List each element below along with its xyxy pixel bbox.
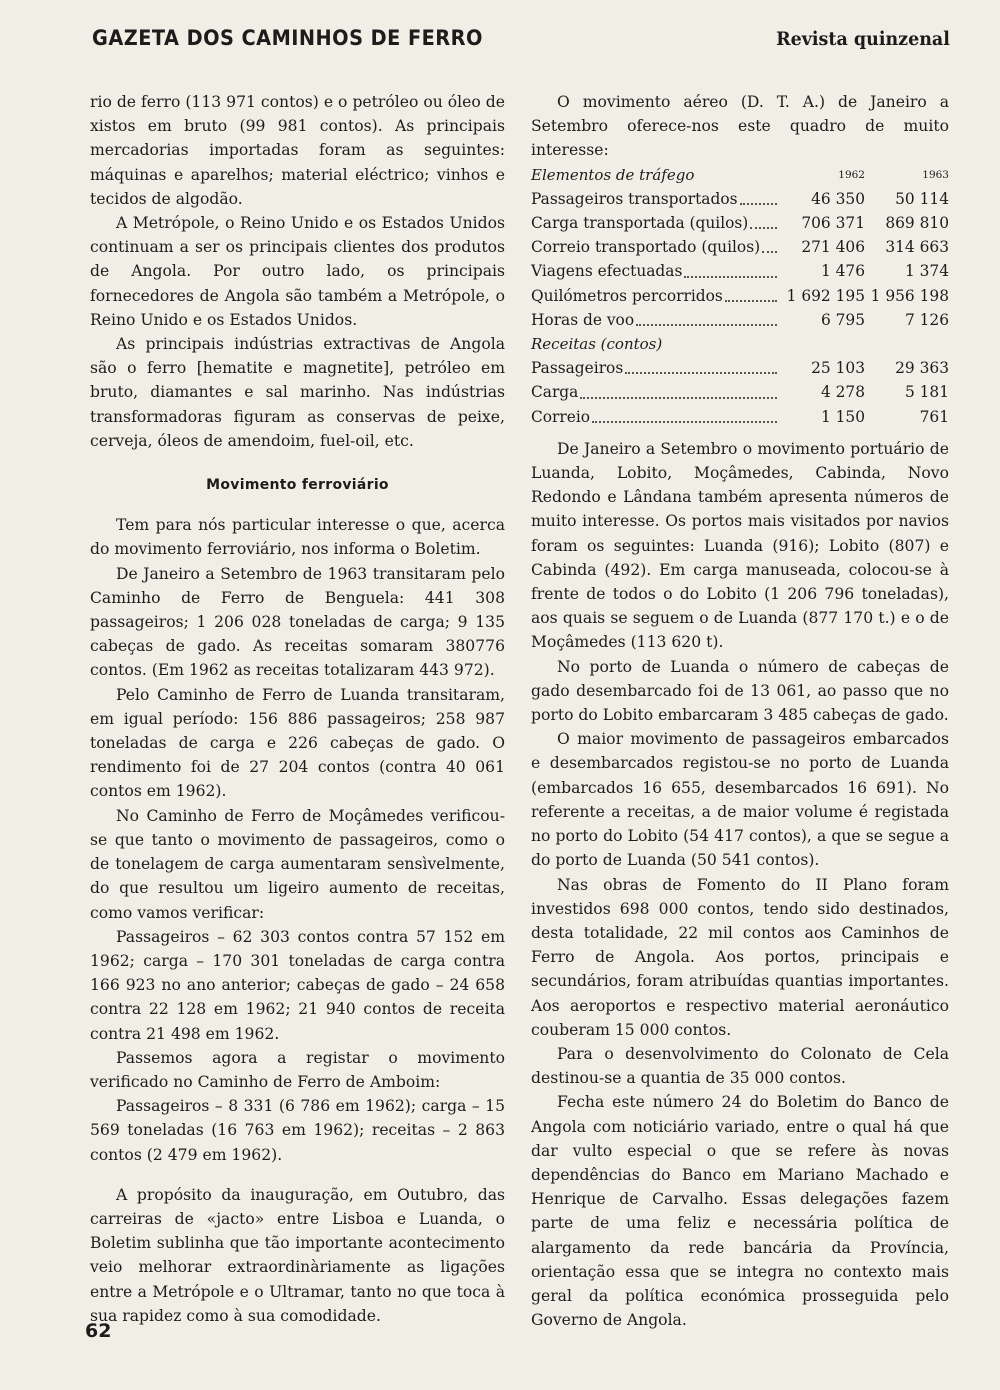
year-1963-header: 1963 [922, 168, 949, 181]
table-row [531, 356, 949, 380]
value-1963: 50 114 [895, 189, 949, 208]
journal-subtitle: Revista quinzenal [776, 28, 950, 50]
row-label: Quilómetros percorridos [531, 286, 723, 305]
paragraph: Passemos agora a registar o movimento verificado no Caminho de Ferro de Amboim: [90, 1048, 505, 1091]
row-label: Passageiros [531, 359, 624, 378]
page-number: 62 [85, 1320, 112, 1342]
left-column [90, 90, 505, 1328]
paragraph: No porto de Luanda o número de cabeças de gado desembarcado foi de 13 061, ao passo que no porto do Lobito embarcaram 3 485 cabeças de gado. [531, 657, 949, 725]
value-1962: 1 150 [820, 407, 865, 426]
value-1962: 4 278 [820, 383, 865, 402]
value-1962: 1 476 [820, 262, 865, 281]
air-traffic-table [531, 163, 949, 429]
value-1963: 1 374 [904, 262, 949, 281]
value-1963: 761 [919, 407, 949, 426]
paragraph: As principais indústrias extractivas de Angola são o ferro [hematite e magnetite], petróleo em bruto, diamantes e sal marinho. Nas indústrias transformadoras figuram as conservas de peixe, cerveja, óleos de amendoim, fuel-oil, etc. [90, 335, 505, 450]
row-label: Correio [531, 407, 591, 426]
table-row [531, 211, 949, 235]
value-1963: 1 956 198 [870, 286, 949, 305]
paragraph: rio de ferro (113 971 contos) e o petróleo ou óleo de xistos em bruto (99 981 contos). As principais mercadorias importadas foram as seguintes: máquinas e aparelhos; material eléctrico; vinhos e tecidos de algodão. [90, 93, 505, 208]
value-1962: 1 692 195 [786, 286, 865, 305]
table-row [531, 308, 949, 332]
year-1962-header: 1962 [838, 168, 865, 181]
table-header-label: Elementos de tráfego [531, 165, 695, 184]
right-column [531, 90, 949, 1332]
paragraph: Tem para nós particular interesse o que, acerca do movimento ferroviário, nos informa o Boletim. [90, 516, 505, 559]
table-row [531, 235, 949, 259]
dot-leader [762, 241, 777, 253]
dot-leader [592, 411, 777, 423]
receipts-header-label: Receitas (contos) [531, 335, 663, 354]
value-1963: 5 181 [904, 383, 949, 402]
value-1962: 6 795 [820, 310, 865, 329]
dot-leader [725, 290, 777, 302]
table-row [531, 405, 949, 429]
paragraph: De Janeiro a Setembro o movimento portuário de Luanda, Lobito, Moçâmedes, Cabinda, Novo Redondo e Lândana também apresenta números de muito interesse. Os portos mais visitados por navios foram os seguintes: Luanda (916); Lobito (807) e Cabinda (492). Em carga manuseada, colocou-se à frente de todos o do Lobito (1 206 796 toneladas), aos quais se seguem o de Luanda (877 170 t.) e o de Moçâmedes (113 620 t). [531, 439, 949, 652]
paragraph: Passageiros – 8 331 (6 786 em 1962); carga – 15 569 toneladas (16 763 em 1962); receitas – 2 863 contos (2 479 em 1962). [90, 1097, 505, 1164]
paragraph: Pelo Caminho de Ferro de Luanda transitaram, em igual período: 156 886 passageiros; 258 987 toneladas de carga e 226 cabeças de gado. O rendimento foi de 27 204 contos (contra 40 061 contos em 1962). [90, 685, 505, 801]
paragraph: A Metrópole, o Reino Unido e os Estados Unidos continuam a ser os principais clientes dos produtos de Angola. Por outro lado, os principais fornecedores de Angola são também a Metrópole, o Reino Unido e os Estados Unidos. [90, 214, 505, 329]
dot-leader [750, 217, 777, 229]
section-heading: Movimento ferroviário [206, 477, 389, 494]
table-row [531, 259, 949, 283]
dot-leader [684, 266, 777, 278]
value-1962: 271 406 [801, 238, 865, 257]
value-1962: 25 103 [811, 359, 865, 378]
paragraph: No Caminho de Ferro de Moçâmedes verificou-se que tanto o movimento de passageiros, como o de tonelagem de carga aumentaram sensìvelmente, do que resultou um ligeiro aumento de receitas, como vamos verificar: [90, 806, 505, 922]
row-label: Viagens efectuadas [531, 262, 683, 281]
paragraph: O movimento aéreo (D. T. A.) de Janeiro a Setembro oferece-nos este quadro de muito interesse: [531, 93, 949, 160]
table-header-row [531, 163, 949, 187]
row-label: Correio transportado (quilos) [531, 238, 761, 257]
dot-leader [625, 362, 777, 374]
paragraph: O maior movimento de passageiros embarcados e desembarcados registou-se no porto de Luanda (embarcados 16 655, desembarcados 16 691). No referente a receitas, a de maior volume é registada no porto do Lobito (54 417 contos), a que se segue a do porto de Luanda (50 541 contos). [531, 730, 949, 870]
table-row [531, 284, 949, 308]
row-label: Carga transportada (quilos) [531, 214, 749, 233]
value-1962: 706 371 [801, 214, 865, 233]
paragraph: Nas obras de Fomento do II Plano foram investidos 698 000 contos, tendo sido destinados, desta totalidade, 22 mil contos aos Caminhos de Ferro de Angola. Aos portos, principais e secundários, foram atribuídas quantias importantes. Aos aeroportos e respectivo material aeronáutico couberam 15 000 contos. [531, 875, 949, 1039]
table-row [531, 380, 949, 404]
dot-leader [740, 193, 778, 205]
paragraph: Para o desenvolvimento do Colonato de Cela destinou-se a quantia de 35 000 contos. [531, 1044, 949, 1088]
value-1963: 29 363 [895, 359, 949, 378]
value-1963: 7 126 [904, 310, 949, 329]
value-1962: 46 350 [811, 189, 865, 208]
row-label: Passageiros transportados [531, 189, 738, 208]
journal-title: GAZETA DOS CAMINHOS DE FERRO [92, 26, 483, 50]
paragraph: A propósito da inauguração, em Outubro, das carreiras de «jacto» entre Lisboa e Luanda, o Boletim sublinha que tão importante acontecimento veio melhorar extraordinàriamente as ligações entre a Metrópole e o Ultramar, tanto no que toca à sua rapidez como à sua comodidade. [90, 1185, 505, 1325]
receipts-header-row [531, 332, 949, 356]
paragraph: De Janeiro a Setembro de 1963 transitaram pelo Caminho de Ferro de Benguela: 441 308 passageiros; 1 206 028 toneladas de carga; 9 135 cabeças de gado. As receitas somaram 380776 contos. (Em 1962 as receitas totalizaram 443 972). [90, 564, 505, 680]
row-label: Horas de voo [531, 310, 635, 329]
dot-leader [580, 387, 777, 399]
value-1963: 869 810 [885, 214, 949, 233]
paragraph: Fecha este número 24 do Boletim do Banco de Angola com noticiário variado, entre o qual há que dar vulto especial o que se refere às novas dependências do Banco em Mariano Machado e Henrique de Carvalho. Essas delegações fazem parte de uma feliz e necessária política de alargamento da rede bancária da Província, orientação essa que se integra no contexto mais geral da política económica prosseguida pelo Governo de Angola. [531, 1093, 949, 1330]
table-row [531, 187, 949, 211]
paragraph: Passageiros – 62 303 contos contra 57 152 em 1962; carga – 170 301 toneladas de carga contra 166 923 no ano anterior; cabeças de gado – 24 658 contra 22 128 em 1962; 21 940 contos de receita contra 21 498 em 1962. [90, 927, 505, 1043]
row-label: Carga [531, 383, 579, 402]
value-1963: 314 663 [885, 238, 949, 257]
dot-leader [636, 314, 777, 326]
